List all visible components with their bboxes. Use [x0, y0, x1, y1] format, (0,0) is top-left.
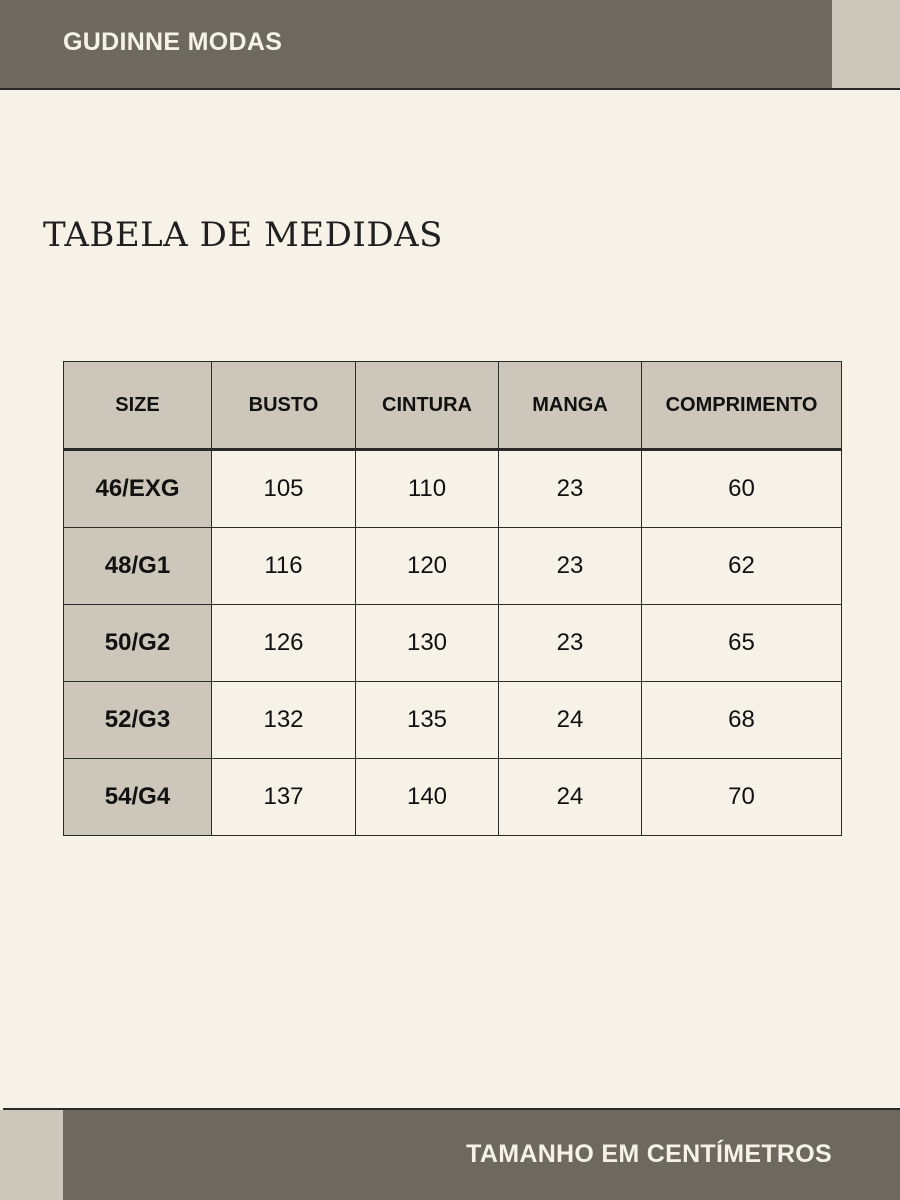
table-row	[64, 759, 842, 836]
cintura-cell: 110	[356, 450, 499, 528]
cintura-cell: 130	[356, 605, 499, 682]
column-header-comprimento: COMPRIMENTO	[642, 362, 842, 450]
size-cell: 50/G2	[64, 605, 212, 682]
size-cell: 52/G3	[64, 682, 212, 759]
busto-cell: 132	[212, 682, 356, 759]
manga-cell: 24	[499, 682, 642, 759]
manga-cell: 24	[499, 759, 642, 836]
busto-cell: 137	[212, 759, 356, 836]
column-header-busto: BUSTO	[212, 362, 356, 450]
busto-cell: 126	[212, 605, 356, 682]
column-header-cintura: CINTURA	[356, 362, 499, 450]
cintura-cell: 140	[356, 759, 499, 836]
size-cell: 54/G4	[64, 759, 212, 836]
manga-cell: 23	[499, 605, 642, 682]
comprimento-cell: 70	[642, 759, 842, 836]
header-divider	[0, 88, 900, 90]
size-cell: 46/EXG	[64, 450, 212, 528]
size-table	[63, 361, 842, 836]
manga-cell: 23	[499, 528, 642, 605]
manga-cell: 23	[499, 450, 642, 528]
busto-cell: 116	[212, 528, 356, 605]
column-header-size: SIZE	[64, 362, 212, 450]
table-row	[64, 450, 842, 528]
comprimento-cell: 62	[642, 528, 842, 605]
size-cell: 48/G1	[64, 528, 212, 605]
table-row	[64, 605, 842, 682]
table-row	[64, 528, 842, 605]
footer-note: TAMANHO EM CENTÍMETROS	[466, 1140, 832, 1168]
footer-accent-block	[0, 1110, 63, 1200]
comprimento-cell: 65	[642, 605, 842, 682]
brand-name: GUDINNE MODAS	[63, 28, 283, 56]
column-header-manga: MANGA	[499, 362, 642, 450]
table-header-row	[64, 362, 842, 450]
table-row	[64, 682, 842, 759]
busto-cell: 105	[212, 450, 356, 528]
comprimento-cell: 68	[642, 682, 842, 759]
cintura-cell: 135	[356, 682, 499, 759]
header-bar	[0, 0, 832, 88]
header-accent-block	[832, 0, 900, 88]
comprimento-cell: 60	[642, 450, 842, 528]
page-title: TABELA DE MEDIDAS	[43, 215, 443, 255]
cintura-cell: 120	[356, 528, 499, 605]
